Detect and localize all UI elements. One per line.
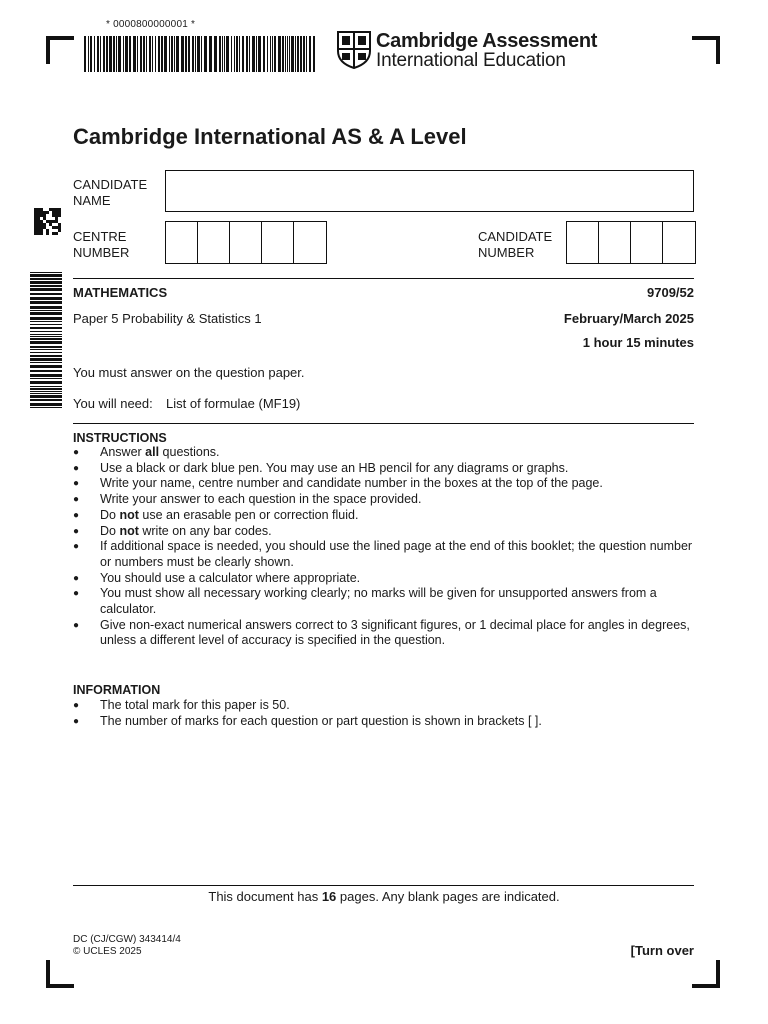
subject-name: MATHEMATICS	[73, 285, 168, 300]
registration-mark-bottom-right	[692, 960, 720, 988]
instruction-item: ● Answer all questions.	[73, 445, 694, 461]
instruction-item: ● If additional space is needed, you should use the lined page at the end of this booklet; the question number or numbers must be clearly shown.	[73, 539, 694, 570]
instruction-item: ● Write your name, centre number and candidate number in the boxes at the top of the page.	[73, 476, 694, 492]
barcode-number: * 0000800000001 *	[106, 19, 196, 30]
registration-mark-top-left	[46, 36, 74, 64]
candidate-number-digit-box[interactable]	[599, 222, 631, 263]
centre-number-digit-box[interactable]	[294, 222, 326, 263]
answer-on-paper-note: You must answer on the question paper.	[73, 365, 305, 380]
qualification-title: Cambridge International AS & A Level	[73, 124, 467, 149]
instructions-heading: INSTRUCTIONS	[73, 431, 167, 445]
candidate-number-digit-box[interactable]	[567, 222, 599, 263]
side-barcode	[30, 272, 62, 408]
information-item: ● The total mark for this paper is 50.	[73, 698, 694, 714]
instruction-item: ● You must show all necessary working clearly; no marks will be given for unsupported answers from a calculator.	[73, 586, 694, 617]
candidate-name-field[interactable]	[165, 170, 694, 212]
candidate-number-digit-box[interactable]	[631, 222, 663, 263]
candidate-name-label: CANDIDATE NAME	[73, 177, 148, 208]
instruction-item: ● Use a black or dark blue pen. You may use an HB pencil for any diagrams or graphs.	[73, 461, 694, 477]
logo-text-line2: International Education	[376, 50, 566, 71]
instruction-item: ● Write your answer to each question in the space provided.	[73, 492, 694, 508]
registration-mark-bottom-left	[46, 960, 74, 988]
copyright-notice: © UCLES 2025	[73, 946, 142, 957]
page-count: 16	[321, 889, 337, 904]
barcode-image	[84, 36, 316, 72]
instructions-list	[73, 445, 694, 649]
centre-number-digit-box[interactable]	[166, 222, 198, 263]
qr-code	[33, 207, 62, 236]
turn-over-label: [Turn over	[630, 943, 694, 958]
candidate-number-digit-box[interactable]	[663, 222, 695, 263]
centre-number-digit-box[interactable]	[262, 222, 294, 263]
page-count-note: This document has 16 pages. Any blank pages are indicated.	[208, 889, 560, 904]
centre-number-digit-box[interactable]	[230, 222, 262, 263]
you-will-need-label: You will need:	[73, 396, 153, 411]
exam-duration: 1 hour 15 minutes	[582, 335, 694, 350]
instruction-item: ● Give non-exact numerical answers correct to 3 significant figures, or 1 decimal place for angles in degrees, unless a different level of accuracy is specified in the question.	[73, 618, 694, 649]
registration-mark-top-right	[692, 36, 720, 64]
exam-session: February/March 2025	[563, 311, 694, 326]
information-item: ● The number of marks for each question or part question is shown in brackets [ ].	[73, 714, 694, 730]
candidate-number-field[interactable]	[566, 221, 696, 264]
information-heading: INFORMATION	[73, 683, 161, 697]
paper-code: 9709/52	[647, 285, 694, 300]
cambridge-shield-logo	[337, 31, 371, 69]
logo-text-line1: Cambridge Assessment	[376, 30, 598, 52]
centre-number-field[interactable]	[165, 221, 327, 264]
instruction-item: ● You should use a calculator where appropriate.	[73, 571, 694, 587]
instruction-item: ● Do not use an erasable pen or correction fluid.	[73, 508, 694, 524]
divider-middle	[73, 423, 694, 424]
divider-footer	[73, 885, 694, 886]
you-will-need-value: List of formulae (MF19)	[166, 396, 301, 411]
centre-number-digit-box[interactable]	[198, 222, 230, 263]
instruction-item: ● Do not write on any bar codes.	[73, 524, 694, 540]
information-list	[73, 698, 694, 729]
divider-top	[73, 278, 694, 279]
candidate-number-label: CANDIDATE NUMBER	[478, 229, 553, 260]
paper-name: Paper 5 Probability & Statistics 1	[73, 311, 262, 326]
document-code: DC (CJ/CGW) 343414/4 © UCLES 2025	[73, 934, 181, 957]
centre-number-label: CENTRE NUMBER	[73, 229, 130, 260]
